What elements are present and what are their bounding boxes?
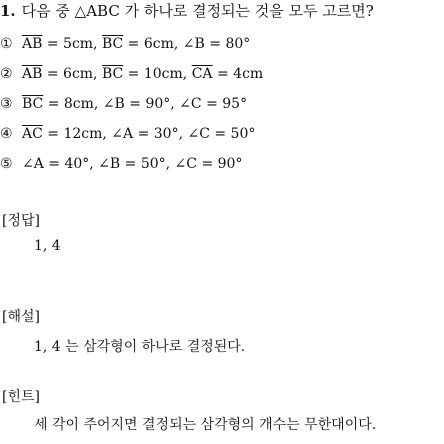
question-prompt: 다음 중 △ABC 가 하나로 결정되는 것을 모두 고르면? bbox=[21, 2, 374, 20]
option-3-text-a: = 8cm, ∠B = 90°, ∠C = 95° bbox=[43, 96, 248, 112]
explanation-body: 1, 4 는 삼각형이 하나로 결정된다. bbox=[34, 339, 246, 355]
explanation-label: [해설] bbox=[2, 309, 40, 325]
option-2-text-c: = 4cm bbox=[212, 66, 264, 82]
option-4 bbox=[0, 126, 255, 142]
segment-ab: $\overline{AB}$ bbox=[22, 66, 43, 82]
option-2-mark: ② bbox=[0, 66, 13, 82]
hint-body: 세 각이 주어지면 결정되는 삼각형의 개수는 무한대이다. bbox=[34, 417, 377, 433]
option-2-text-b: = 10cm, bbox=[123, 66, 192, 82]
hint-label: [힌트] bbox=[2, 389, 40, 405]
option-5-mark: ⑤ bbox=[0, 156, 13, 172]
segment-ab: $\overline{AB}$ bbox=[22, 36, 43, 52]
question-number: 1. bbox=[0, 2, 16, 20]
option-1-text-a: = 5cm, bbox=[42, 36, 102, 52]
segment-bc: $\overline{BC}$ bbox=[22, 96, 44, 112]
option-1 bbox=[0, 36, 250, 52]
segment-ca: $\overline{CA}$ bbox=[191, 66, 213, 82]
segment-bc: $\overline{BC}$ bbox=[101, 36, 124, 52]
question-title bbox=[0, 0, 374, 21]
segment-ac: $\overline{AC}$ bbox=[22, 126, 43, 142]
option-5-pre: ∠A = 40°, ∠B = 50°, ∠C = 90° bbox=[22, 156, 243, 172]
answer-label: [정답] bbox=[2, 213, 40, 229]
option-3-mark: ③ bbox=[0, 96, 13, 112]
option-4-mark: ④ bbox=[0, 126, 13, 142]
option-2 bbox=[0, 66, 263, 82]
option-4-text-a: = 12cm, ∠A = 30°, ∠C = 50° bbox=[42, 126, 256, 142]
segment-bc: $\overline{BC}$ bbox=[101, 66, 124, 82]
answer-body: 1, 4 bbox=[34, 238, 61, 254]
option-3 bbox=[0, 96, 247, 112]
option-5 bbox=[0, 156, 242, 172]
option-1-mark: ① bbox=[0, 36, 13, 52]
option-1-text-b: = 6cm, ∠B = 80° bbox=[123, 36, 251, 52]
option-2-text-a: = 6cm, bbox=[42, 66, 102, 82]
